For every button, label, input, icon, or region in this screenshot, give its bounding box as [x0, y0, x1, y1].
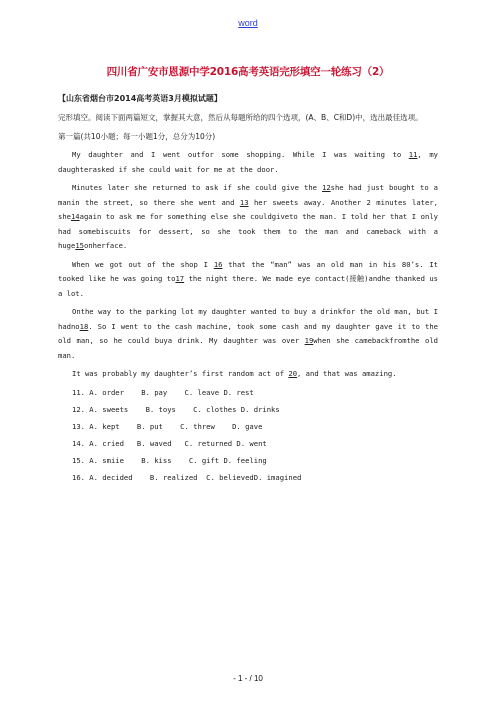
option-line-11: 11. A. order B. pay C. leave D. rest [72, 387, 254, 397]
blank-18: 18 [79, 321, 89, 331]
paragraph-3: When we got out of the shop I 16 that the “man” was an old man in his 80’s. It tooked like he was going to17 the night there. We made eye contact(接触)andhe thanked us a lot. [58, 259, 438, 298]
option-line-13: 13. A. kept B. put C. threw D. gave [72, 421, 263, 431]
paragraph-4: Onthe way to the parking lot my daughter wanted to buy a drinkfor the old man, but I hadno18. So I went to the cash machine, took some cash and my daughter gave it to the old man, so he could buya drink. My daughter was over 19when she camebackfromthe old man. [58, 307, 438, 360]
page-number: - 1 - / 10 [233, 674, 263, 683]
instructions: 完形填空。阅读下面两篇短文，掌握其大意，然后从每题所给的四个选项，(A、B、C和D)中，选出最佳选项。 [58, 113, 423, 122]
blank-17: 17 [175, 274, 185, 283]
paragraph-5: It was probably my daughter’s first random act of 20, and that was amazing. [72, 369, 397, 378]
header-link[interactable]: word [238, 18, 258, 28]
blank-14: 14 [70, 212, 80, 221]
document-title: 四川省广安市恩源中学2016高考英语完形填空一轮练习（2） [106, 66, 390, 78]
option-line-12: 12. A. sweets B. toys C. clothes D. drinks [72, 404, 280, 414]
section-heading: 第一篇(共10小题；每一小题1分，总分为10分) [58, 131, 216, 141]
blank-19: 19 [304, 336, 314, 345]
blank-16: 16 [213, 259, 223, 269]
paragraph-1: My daughter and I went outfor some shopping. While I was waiting to 11, my daughterasked if she could wait for me at the door. [58, 150, 438, 174]
blank-20: 20 [288, 369, 298, 378]
paragraph-2: Minutes later she returned to ask if she could give the 12she had just bought to a manin the street, so there she went and 13 her sweets away. Another 2 minutes later, she14again to ask me for something else she couldgiveto the man. I told her that I only had somebiscuits for dessert, so she took them to the man and cameback with a huge15onherface. [58, 183, 438, 250]
blank-12: 12 [322, 183, 331, 192]
source-line: 【山东省烟台市2014高考英语3月模拟试题】 [58, 94, 222, 103]
blank-15: 15 [75, 241, 84, 250]
blank-13: 13 [239, 197, 249, 207]
option-line-16: 16. A. decided B. realized C. believedD. imagined [72, 472, 302, 482]
option-line-14: 14. A. cried B. waved C. returned D. went [72, 438, 267, 448]
document-body [58, 111, 438, 488]
option-line-15: 15. A. smiie B. kiss C. gift D. feeling [72, 455, 267, 465]
blank-11: 11 [408, 150, 418, 159]
